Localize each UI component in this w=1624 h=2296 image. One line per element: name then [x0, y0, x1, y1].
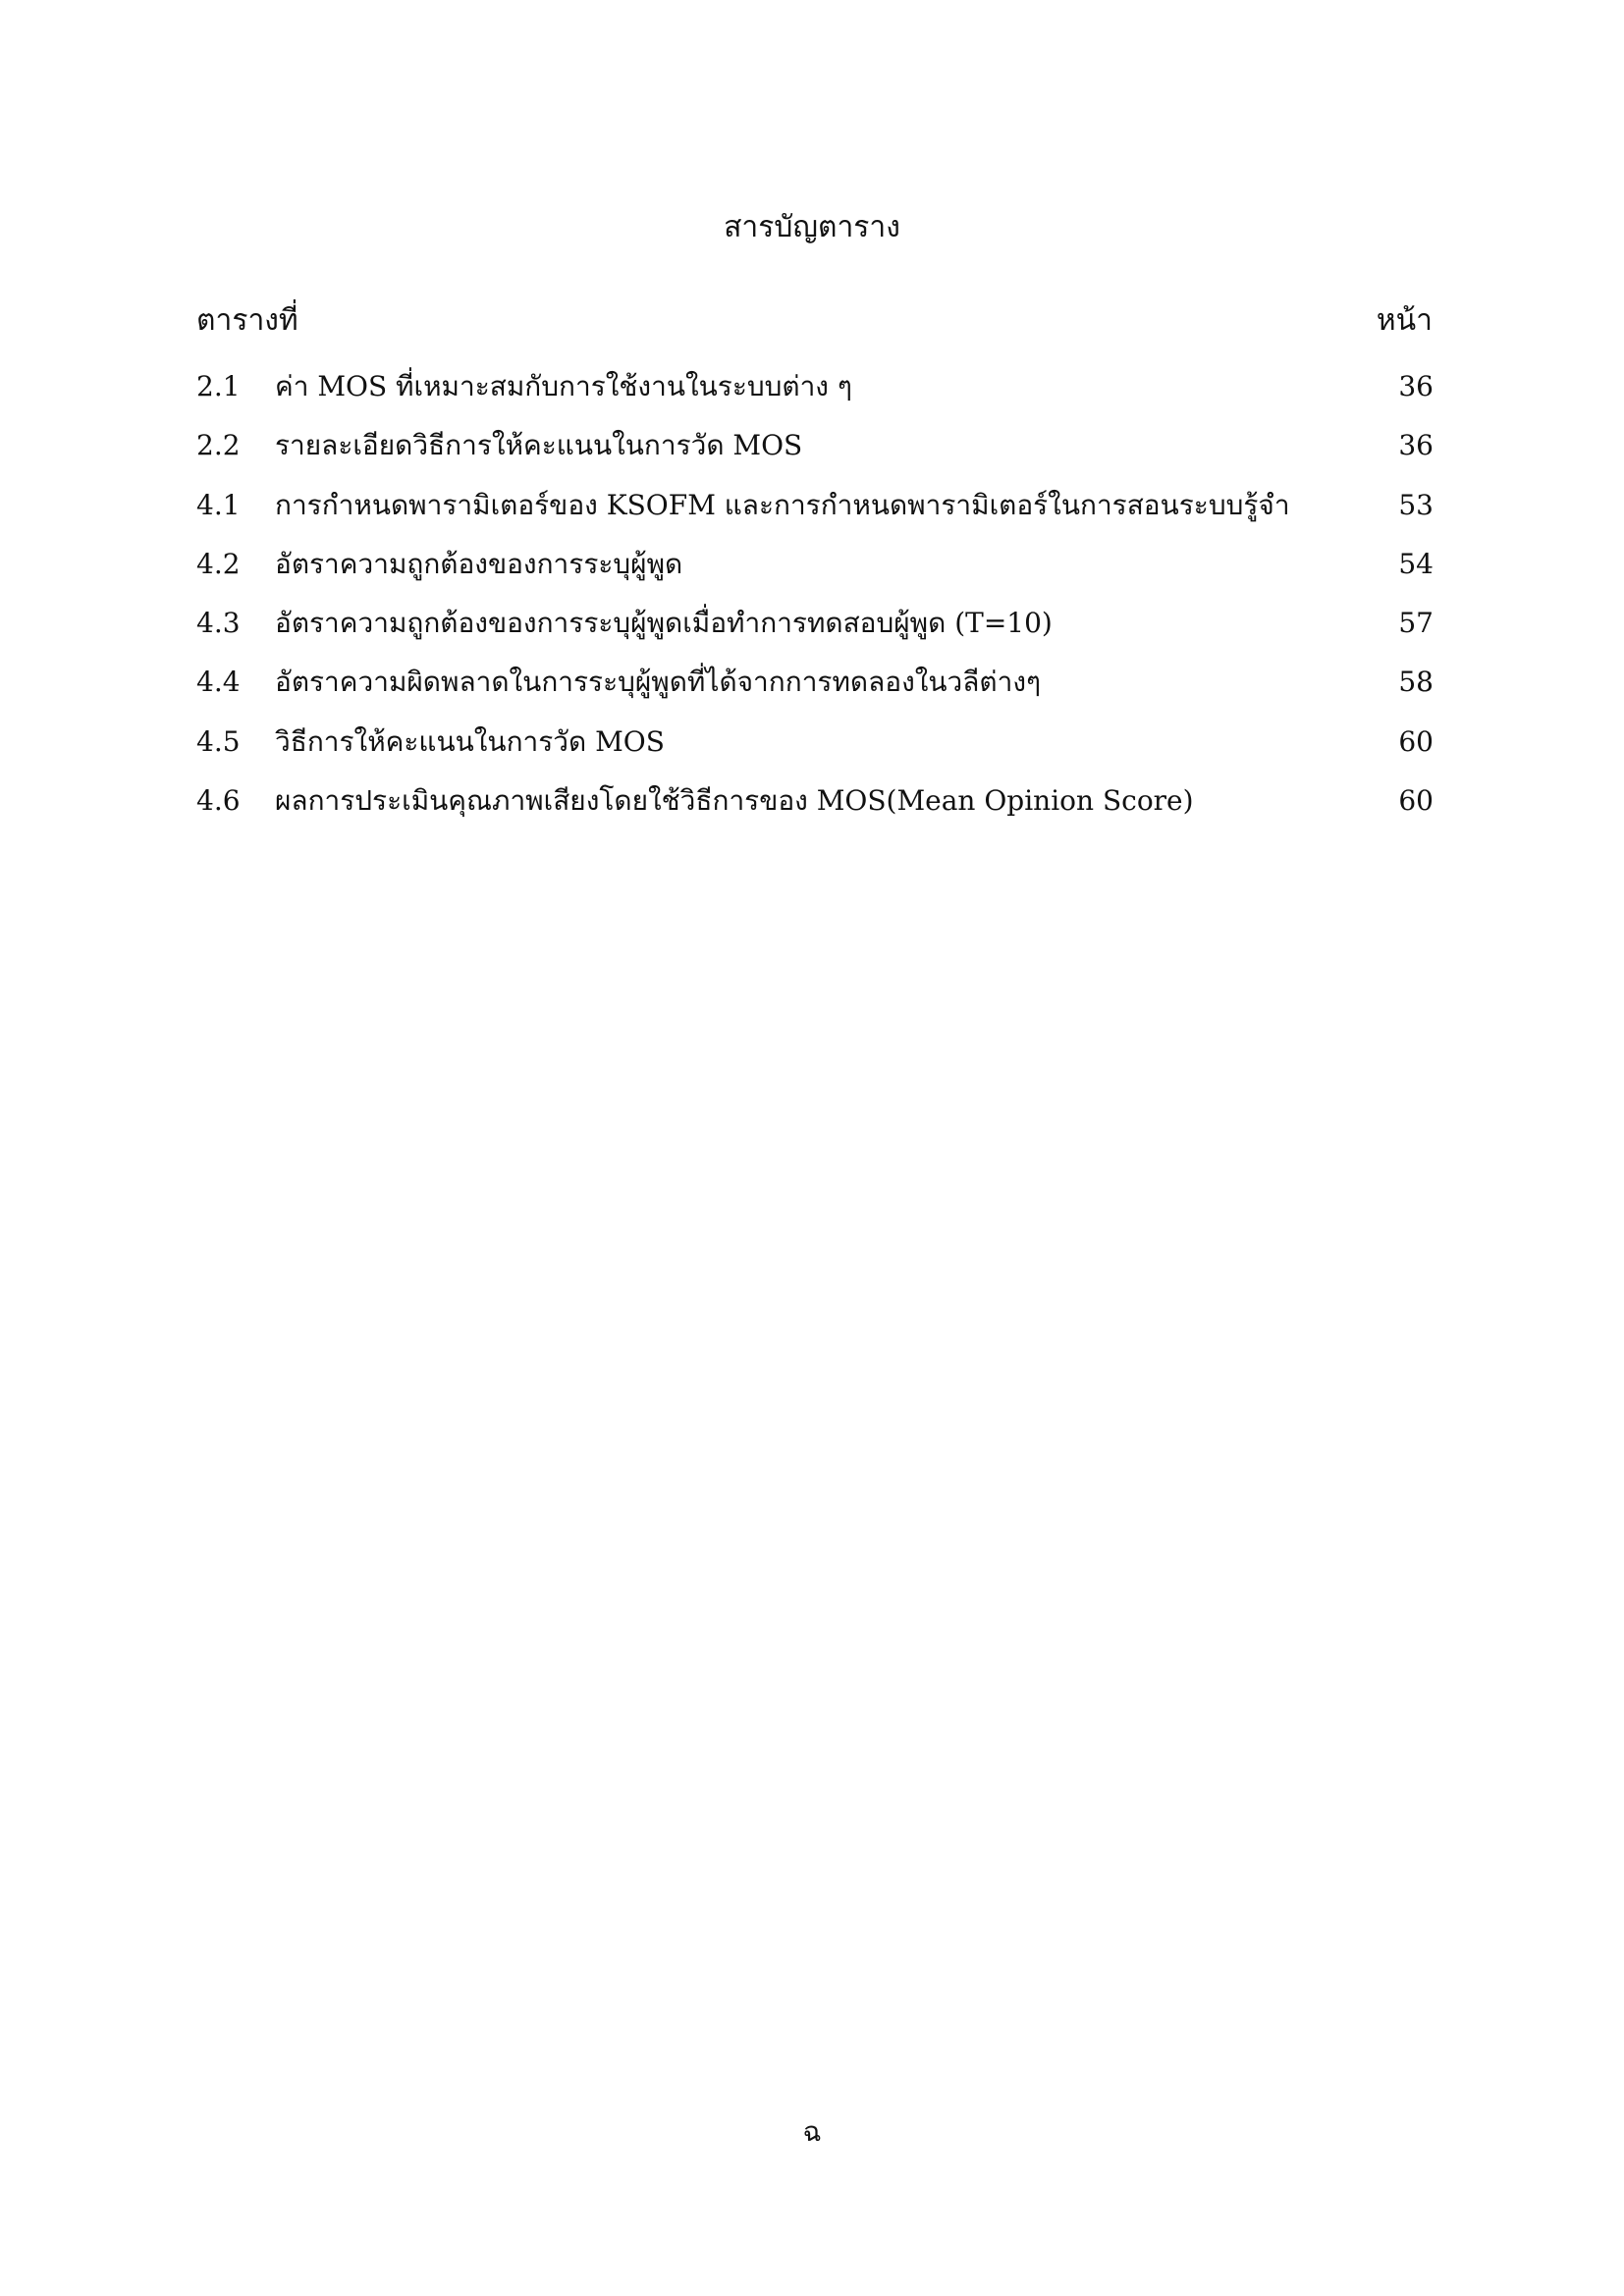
page-number: 36: [1398, 429, 1434, 462]
table-number: 4.6: [196, 784, 241, 818]
table-caption: อัตราความถูกต้องของการระบุผู้พูดเมื่อทำการทดสอบผู้พูด (T=10): [275, 607, 1053, 640]
page-number: 57: [1398, 607, 1434, 640]
table-number: 4.3: [196, 607, 241, 640]
page-number: 36: [1398, 370, 1434, 402]
toc-entry: [196, 535, 1434, 594]
table-number-column-header: ตารางที่: [196, 303, 298, 338]
table-caption: ผลการประเมินคุณภาพเสียงโดยใช้วิธีการของ MOS(Mean Opinion Score): [275, 784, 1194, 818]
table-caption: อัตราความผิดพลาดในการระบุผู้พูดที่ได้จากการทดลองในวลีต่างๆ: [275, 666, 1042, 699]
toc-entry: [196, 653, 1434, 712]
toc-entry: [196, 357, 1434, 416]
page-title: สารบัญตาราง: [724, 210, 900, 244]
table-caption: ค่า MOS ที่เหมาะสมกับการใช้งานในระบบต่าง ๆ: [275, 370, 852, 402]
toc-entry: [196, 772, 1434, 830]
table-number: 2.2: [196, 429, 241, 462]
list-of-tables: [196, 357, 1434, 830]
table-caption: วิธีการให้คะแนนในการวัด MOS: [275, 724, 665, 758]
page-number: 54: [1398, 547, 1434, 580]
table-number: 2.1: [196, 370, 241, 402]
page-marker: ฉ: [802, 2115, 822, 2148]
toc-entry: [196, 713, 1434, 772]
table-caption: อัตราความถูกต้องของการระบุผู้พูด: [275, 547, 683, 580]
toc-entry: [196, 416, 1434, 475]
toc-entry: [196, 476, 1434, 535]
table-number: 4.4: [196, 666, 241, 699]
page-number: 58: [1398, 666, 1434, 699]
page-column-header: หน้า: [1376, 303, 1433, 338]
page-number: 60: [1398, 724, 1434, 758]
toc-entry: [196, 594, 1434, 653]
table-number: 4.2: [196, 547, 241, 580]
page-number: 60: [1398, 784, 1434, 818]
page-number: 53: [1398, 488, 1434, 521]
table-caption: รายละเอียดวิธีการให้คะแนนในการวัด MOS: [275, 429, 803, 462]
table-caption: การกำหนดพารามิเตอร์ของ KSOFM และการกำหนดพารามิเตอร์ในการสอนระบบรู้จำ: [275, 488, 1290, 521]
table-number: 4.1: [196, 488, 241, 521]
table-number: 4.5: [196, 724, 241, 758]
